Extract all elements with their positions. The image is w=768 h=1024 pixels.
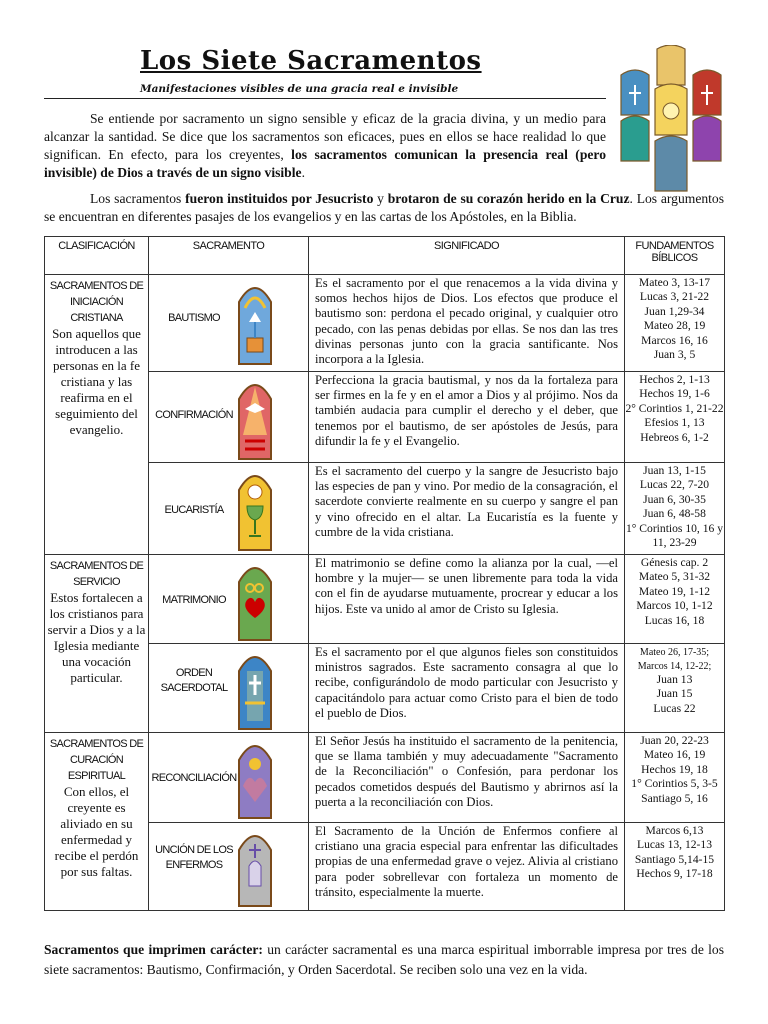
- header-clasificacion: CLASIFICACIÓN: [45, 237, 149, 275]
- sacrament-cell: [149, 275, 309, 372]
- bible-ref: Santiago 5, 16: [641, 791, 708, 805]
- sacrament-name: MATRIMONIO: [162, 594, 226, 606]
- sacrament-cell: [149, 372, 309, 463]
- bible-ref: Mateo 19, 1-12: [638, 584, 711, 598]
- group-desc: Con ellos, el creyente es aliviado en su enfermedad y recibe el perdón por sus faltas.: [54, 784, 139, 879]
- table-header-row: [45, 237, 725, 275]
- group-title: SACRAMENTOS DE INICIACIÓN CRISTIANA: [49, 280, 144, 324]
- bible-ref: Hechos 9, 17-18: [636, 867, 713, 881]
- bible-ref: 1° Corintios 5, 3-5: [631, 777, 718, 791]
- meaning-cell: Es el sacramento por el que renacemos a la vida divina y somos hechos hijos de Dios. Los efectos que produce el bautismo son: perdona el pecado original, y cualquier otro pecado, con las penas debidas por ellas. Se nos dan las tres divinas personas junto con la gracia santificante. Nos incorpora a la Iglesia.: [309, 275, 625, 372]
- refs-cell: [625, 463, 725, 555]
- sacrament-name: RECONCILIACIÓN: [151, 772, 237, 784]
- table-row: [45, 733, 725, 823]
- title-rule: [44, 98, 606, 99]
- sacrament-cell: [149, 463, 309, 555]
- bible-ref: Lucas 16, 18: [644, 613, 705, 627]
- intro-paragraph-1: Se entiende por sacramento un signo sensible y eficaz de la gracia divina, y un medio para alcanzar la santidad. Se dice que los sacramentos son eficaces, pues en ellos se hace realidad lo que significan. En efecto, para los creyentes, los sacramentos comunican la presencia real (pero invisible) de Dios a través de un signo visible.: [44, 111, 606, 180]
- sacraments-table: [44, 236, 725, 911]
- sacrament-name: EUCARISTÍA: [164, 504, 224, 516]
- bible-ref: Hechos 19, 18: [641, 762, 708, 776]
- meaning-cell: Es el sacramento por el que algunos fieles son constituidos ministros sagrados. Este sacramento consagra al que lo recibe, configurándolo de modo particular con Jesucristo y capacitándolo para actuar como Cristo para el bien de todo el pueblo de Dios.: [309, 644, 625, 733]
- bible-ref: Juan 3, 5: [653, 348, 696, 362]
- reconciliation-window-icon: [237, 736, 273, 820]
- bible-ref: 2° Corintios 1, 21-22: [625, 401, 724, 415]
- page-title: Los Siete Sacramentos: [140, 46, 482, 76]
- bible-ref: Marcos 10, 1-12: [636, 599, 713, 613]
- bible-ref: Juan 15: [656, 687, 693, 701]
- bible-ref: Marcos 6,13: [645, 824, 704, 837]
- refs-cell: [625, 644, 725, 733]
- bible-ref: Lucas 13, 12-13: [636, 838, 713, 852]
- bible-ref: 1° Corintios 10, 16 y 11, 23-29: [625, 521, 724, 550]
- table-row: [45, 555, 725, 644]
- sacrament-cell: [149, 823, 309, 911]
- sacrament-name: BAUTISMO: [168, 312, 220, 324]
- marriage-window-icon: [237, 558, 273, 642]
- bible-ref: Marcos 16, 16: [641, 333, 708, 347]
- holy-orders-window-icon: [237, 647, 273, 731]
- bible-ref: Santiago 5,14-15: [634, 852, 715, 866]
- bible-ref: Lucas 22: [653, 701, 696, 715]
- bible-ref: Mateo 16, 19: [643, 748, 706, 762]
- bible-ref: Efesios 1, 13: [644, 416, 705, 430]
- bible-ref: Juan 1,29-34: [644, 304, 705, 318]
- sacrament-name: UNCIÓN DE LOS ENFERMOS: [155, 844, 233, 871]
- group-curacion: [45, 733, 149, 911]
- table-row: [45, 275, 725, 372]
- bible-ref: Hebreos 6, 1-2: [640, 430, 709, 444]
- header-significado: SIGNIFICADO: [309, 237, 625, 275]
- intro-paragraph-2: Los sacramentos fueron instituidos por Jesucristo y brotaron de su corazón herido en la Cruz. Los argumentos se encuentran en diferentes pasajes de los evangelios y en las cartas de los Apóstoles, en la Biblia.: [44, 191, 725, 224]
- refs-cell: [625, 275, 725, 372]
- meaning-cell: El Señor Jesús ha instituido el sacramento de la penitencia, que se llama también y muy adecuadamente "Sacramento de la Reconciliación" o Confesión, para perdonar los pecados cometidos después del Bautismo y abrirnos así la puerta a la reconciliación con Dios.: [309, 733, 625, 823]
- bible-ref: Mateo 5, 31-32: [638, 570, 711, 584]
- eucharist-window-icon: [237, 466, 273, 552]
- meaning-cell: Perfecciona la gracia bautismal, y nos da la fortaleza para ser firmes en la fe y en el amor a Dios y al prójimo. Nos da también audacia para cumplir el derecho y el deber, que tenemos por el bautismo, de ser apóstoles de Jesús, para difundir la fe y el Evangelio.: [309, 372, 625, 463]
- bible-ref: Mateo 3, 13-17: [638, 276, 711, 289]
- group-title: SACRAMENTOS DE SERVICIO: [49, 560, 144, 588]
- group-desc: Estos fortalecen a los cristianos para servir a Dios y a la Iglesia mediante una vocación particular.: [47, 590, 146, 685]
- baptism-window-icon: [237, 278, 273, 366]
- sacrament-name: CONFIRMACIÓN: [155, 409, 233, 421]
- stained-glass-collage-image: [615, 45, 727, 195]
- header-sacramento: SACRAMENTO: [149, 237, 309, 275]
- bible-ref: Mateo 28, 19: [643, 319, 706, 333]
- refs-cell: [625, 555, 725, 644]
- sacrament-cell: [149, 644, 309, 733]
- refs-cell: [625, 823, 725, 911]
- bible-ref: Marcos 14, 12-22;: [637, 661, 712, 672]
- sacrament-cell: [149, 555, 309, 644]
- refs-cell: [625, 372, 725, 463]
- meaning-cell: El Sacramento de la Unción de Enfermos confiere al cristiano una gracia especial para enfrentar las dificultades propias de una enfermedad grave o vejez. Alivia al cristiano para poder sobrellevar con fortaleza un momento de tránsito, especialmente la muerte.: [309, 823, 625, 911]
- group-title: SACRAMENTOS DE CURACIÓN ESPIRITUAL: [49, 738, 144, 782]
- bible-ref: Juan 13, 1-15: [643, 464, 706, 477]
- bible-ref: Lucas 3, 21-22: [639, 290, 710, 304]
- bible-ref: Juan 6, 30-35: [643, 492, 706, 506]
- bible-ref: Juan 20, 22-23: [640, 734, 709, 747]
- group-iniciacion: [45, 275, 149, 555]
- sacrament-name: ORDEN SACERDOTAL: [160, 667, 228, 694]
- header-fundamentos: FUNDAMENTOS BÍBLICOS: [625, 237, 725, 275]
- bible-ref: Génesis cap. 2: [640, 556, 709, 569]
- anointing-window-icon: [237, 826, 273, 908]
- meaning-cell: El matrimonio se define como la alianza por la cual, —el hombre y la mujer— se unen libremente para toda la vida con el fin de ayudarse mutuamente, procrear y educar a los hijos. Este va unido al amor de Cristo su Iglesia.: [309, 555, 625, 644]
- group-desc: Son aquellos que introducen a las personas en la fe cristiana y las reafirma en el seguimiento del evangelio.: [52, 326, 141, 437]
- confirmation-window-icon: [237, 375, 273, 461]
- page-subtitle: Manifestaciones visibles de una gracia real e invisible: [140, 83, 459, 95]
- meaning-cell: Es el sacramento del cuerpo y la sangre de Jesucristo bajo las especies de pan y vino. Por medio de la consagración, el sacerdote convierte realmente en su cuerpo y sangre el pan y vino ofrecido en el altar. La Eucaristía es la fuente y cumbre de la vida cristiana.: [309, 463, 625, 555]
- group-servicio: [45, 555, 149, 733]
- bible-ref: Hechos 19, 1-6: [639, 387, 710, 401]
- footer-note: Sacramentos que imprimen carácter: un carácter sacramental es una marca espiritual imborrable impresa por tres de los siete sacramentos: Bautismo, Confirmación, y Orden Sacerdotal. Se reciben solo una vez en la vida.: [44, 942, 725, 977]
- bible-ref: Juan 13: [656, 673, 693, 686]
- refs-cell: [625, 733, 725, 823]
- bible-ref: Mateo 26, 17-35;: [639, 647, 710, 658]
- bible-ref: Lucas 22, 7-20: [639, 478, 710, 492]
- sacrament-cell: [149, 733, 309, 823]
- bible-ref: Hechos 2, 1-13: [639, 373, 710, 386]
- bible-ref: Juan 6, 48-58: [643, 507, 706, 521]
